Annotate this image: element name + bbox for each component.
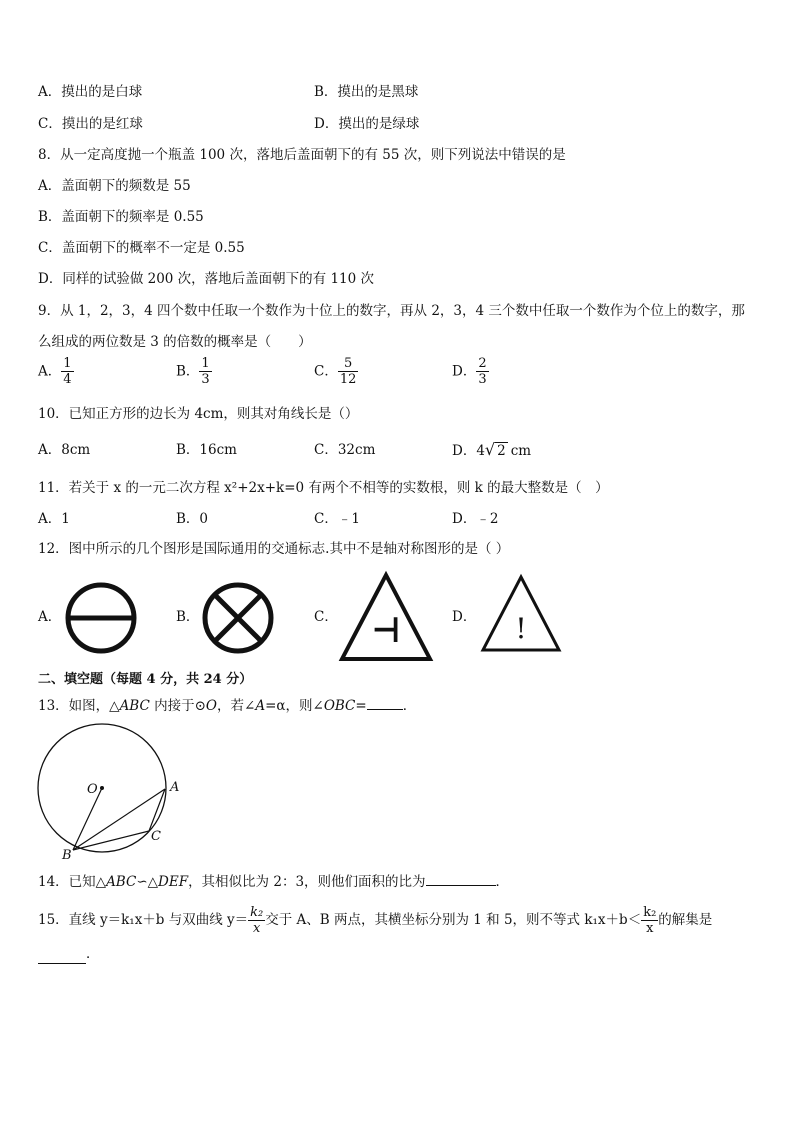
q12-option-a-label: A． [38, 609, 62, 625]
q8-option-b: B．盖面朝下的频率是 0.55 [38, 209, 204, 225]
sign-triangle-warning-icon [478, 572, 564, 656]
q15-answer-line: ． [38, 945, 100, 964]
q9-option-d: D． $\frac{2}{3}$ [452, 356, 487, 387]
q11-option-c: C．﹣1 [314, 511, 360, 527]
q9-option-b: B． $\frac{1}{3}$ [176, 356, 210, 387]
q12-option-b-label: B． [176, 609, 200, 625]
q9-stem-line1: 9．从 1，2，3，4 四个数中任取一个数作为十位上的数字，再从 2，3，4 三个数中任取一个数作为个位上的数字，那 [38, 303, 745, 319]
label-b: B [62, 848, 72, 863]
q11-option-d: D．﹣2 [452, 511, 499, 527]
q10-option-b: B．16cm [176, 442, 237, 458]
q14-answer-blank [426, 885, 496, 886]
label-o: O [87, 782, 98, 797]
sign-d-glyph: ! [515, 612, 527, 645]
q15-answer-blank [38, 945, 86, 964]
q7-option-b: B．摸出的是黑球 [314, 84, 419, 100]
q8-stem: 8．从一定高度抛一个瓶盖 100 次，落地后盖面朝下的有 55 次，则下列说法中错误的是 [38, 147, 566, 163]
q11-option-b: B．0 [176, 511, 209, 527]
sign-circle-bar-icon [63, 580, 139, 656]
sqrt-symbol: √ [484, 440, 496, 459]
label-a: A [170, 780, 180, 795]
q13-answer-blank [367, 709, 403, 710]
q13-circle-figure [30, 716, 190, 866]
q12-option-d-label: D． [452, 609, 477, 625]
section-fill-in-title: 二、填空题（每题 4 分，共 24 分） [38, 672, 253, 687]
sign-c-glyph: ⊣ [370, 611, 402, 651]
q13-stem: 13．如图，△ABC 内接于⊙O，若∠A=α，则∠OBC= ． [38, 698, 417, 714]
q12-option-c-label: C． [314, 609, 338, 625]
label-c: C [151, 829, 161, 844]
q9-stem-line2: 么组成的两位数是 3 的倍数的概率是（ ） [38, 334, 312, 350]
q8-option-d: D．同样的试验做 200 次，落地后盖面朝下的有 110 次 [38, 271, 375, 287]
q7-option-d: D．摸出的是绿球 [314, 116, 420, 132]
q7-option-a: A．摸出的是白球 [38, 84, 143, 100]
q8-option-a: A．盖面朝下的频数是 55 [38, 178, 191, 194]
q7-option-c: C．摸出的是红球 [38, 116, 143, 132]
q15-stem: 15．直线 y＝k₁x＋b 与双曲线 y＝ $\frac{\text{k₂}}{x}$ 交于 A、B 两点，其横坐标分别为 1 和 5，则不等式 k₁x＋b＜ $\frac{\text{k₂}}{x}$ 的解集是 [38, 905, 713, 936]
q11-option-a: A．1 [38, 511, 70, 527]
sign-circle-cross-icon [200, 580, 276, 656]
q10-option-d: D．4√ 2 cm [452, 440, 532, 459]
q10-stem: 10．已知正方形的边长为 4cm，则其对角线长是（） [38, 406, 359, 422]
q9-option-a: A． $\frac{1}{4}$ [38, 356, 72, 387]
sign-triangle-t-icon [338, 570, 434, 664]
q14-stem: 14．已知△ABC∽△DEF，其相似比为 2：3，则他们面积的比为 ． [38, 874, 510, 890]
q11-stem: 11．若关于 x 的一元二次方程 x²+2x+k=0 有两个不相等的实数根，则 k 的最大整数是（ ） [38, 480, 609, 496]
q10-option-a: A．8cm [38, 442, 91, 458]
q8-option-c: C．盖面朝下的概率不一定是 0.55 [38, 240, 245, 256]
q10-option-c: C．32cm [314, 442, 376, 458]
q9-option-c: C． $\frac{5}{12}$ [314, 356, 357, 387]
q12-stem: 12．图中所示的几个图形是国际通用的交通标志.其中不是轴对称图形的是（ ） [38, 541, 510, 557]
